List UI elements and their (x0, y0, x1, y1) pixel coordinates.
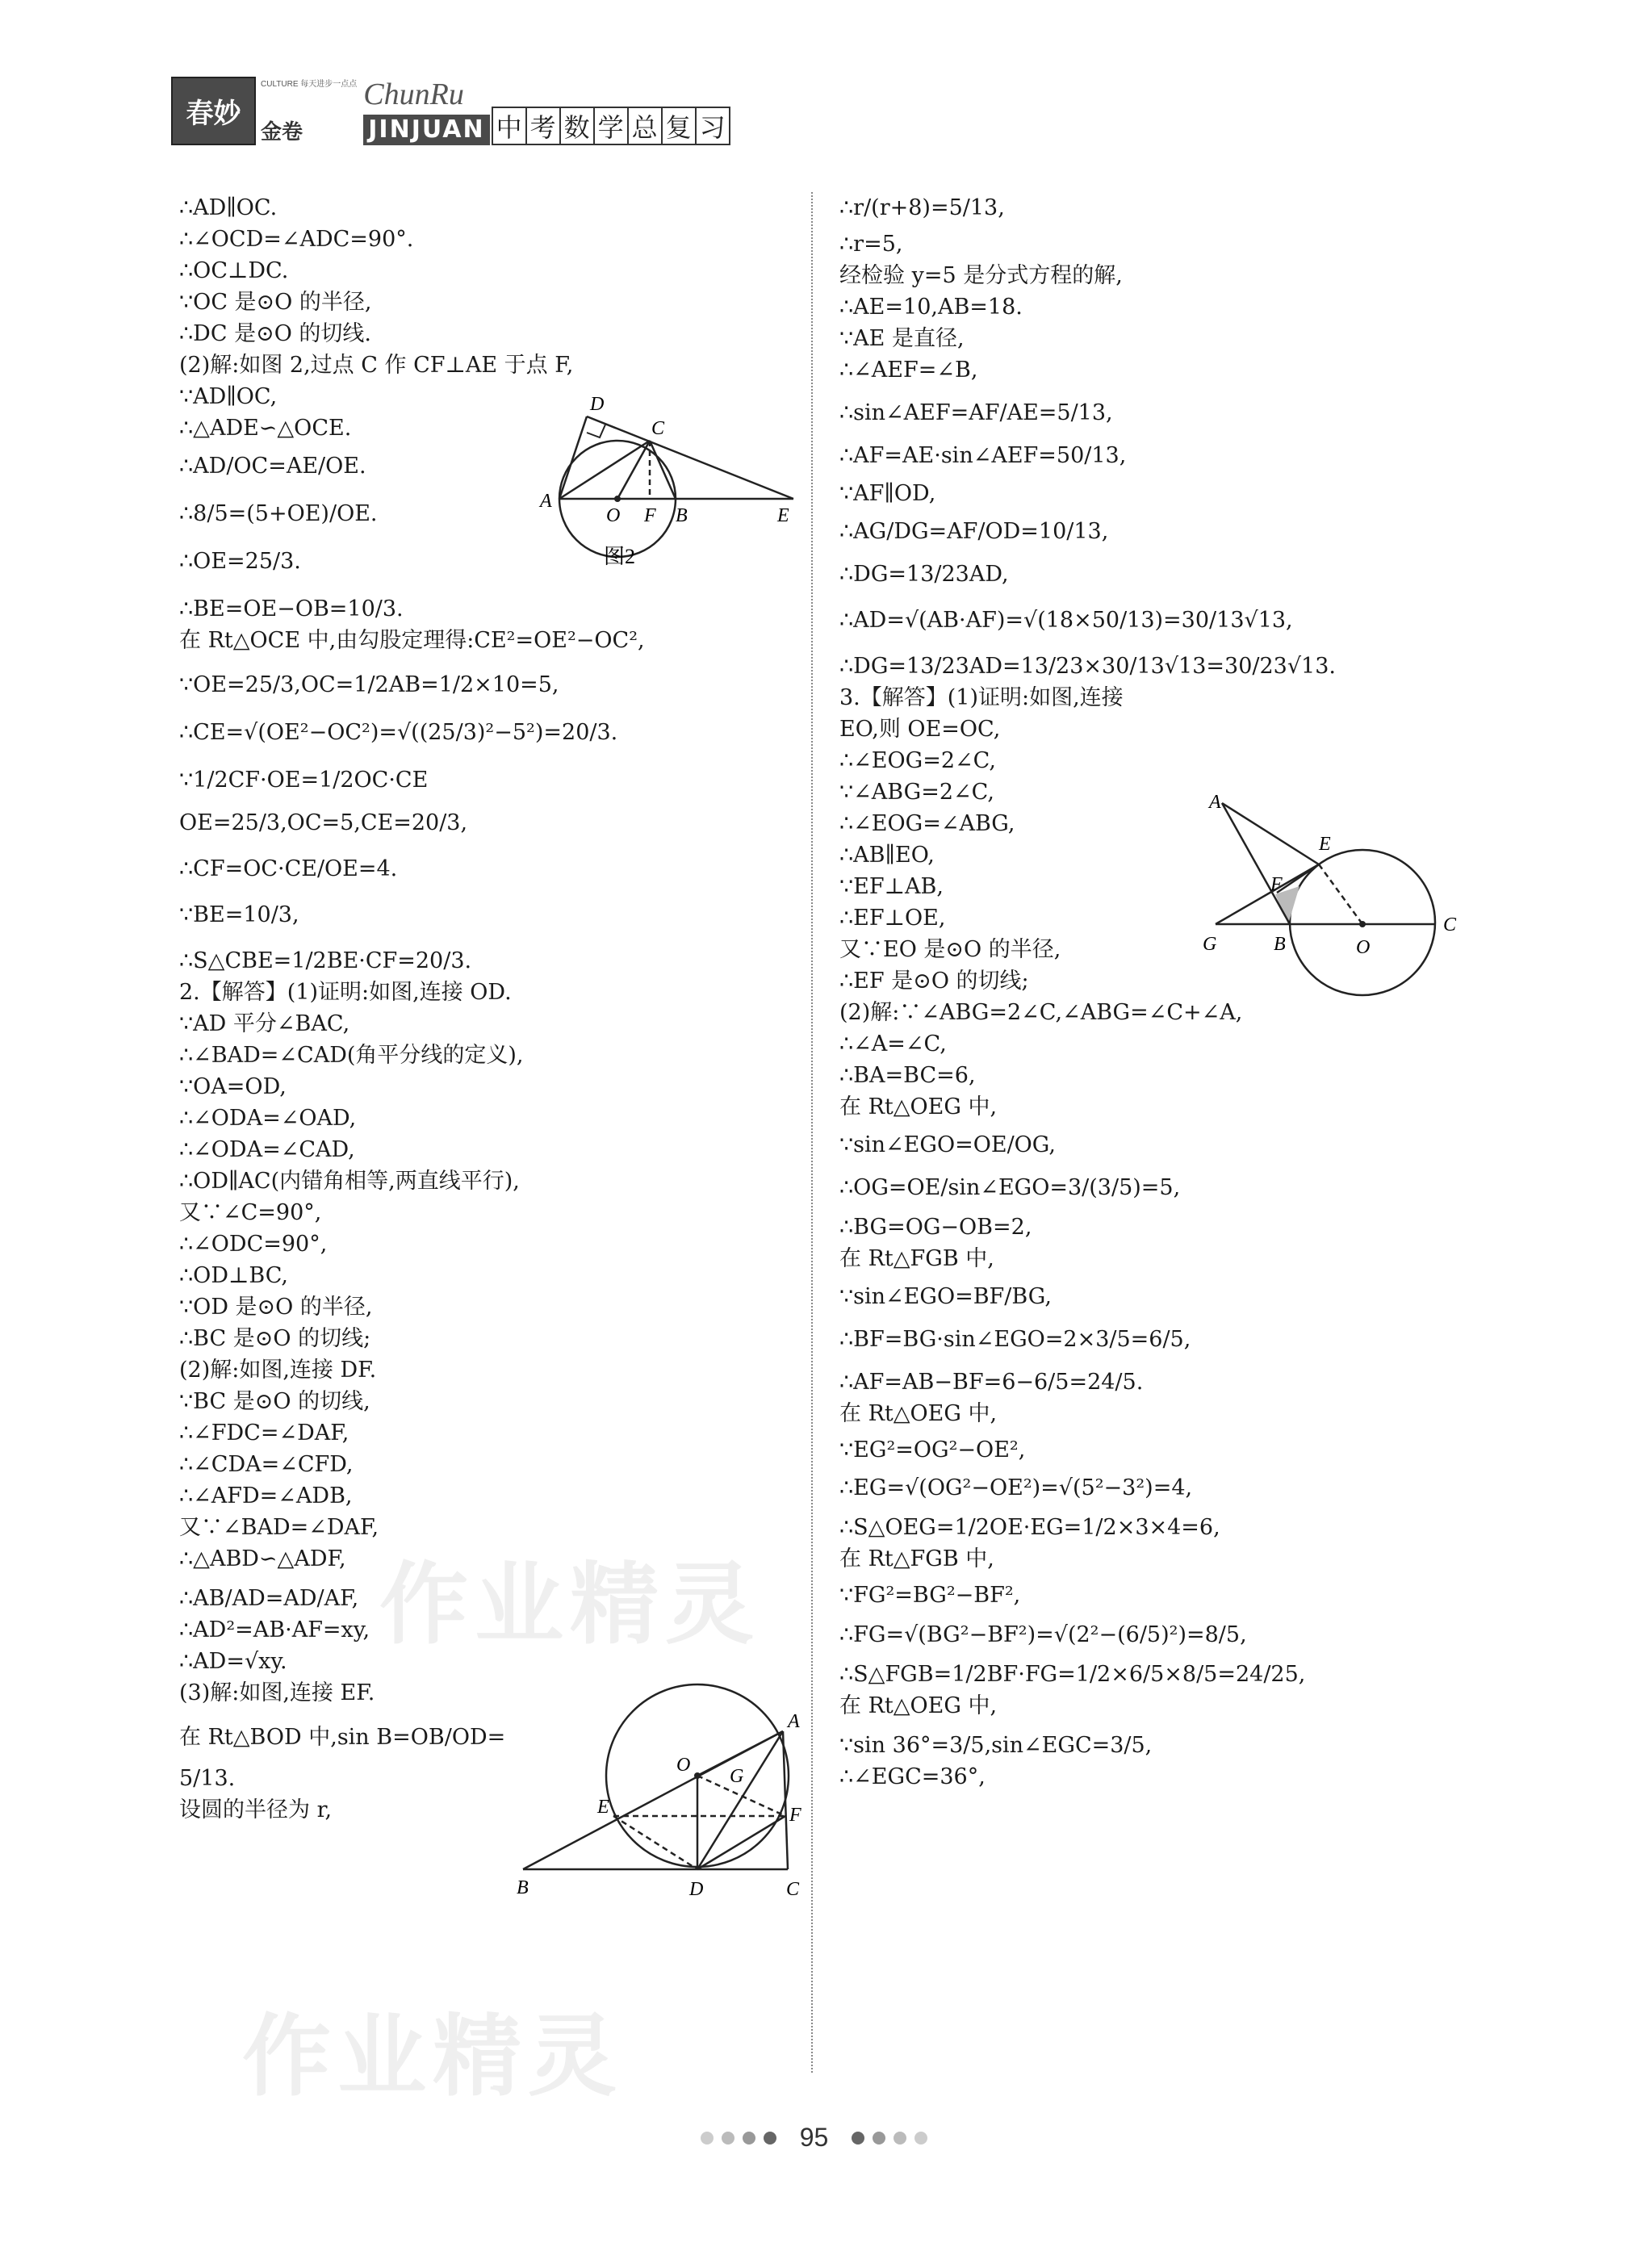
text-line: ∴OD∥AC(内错角相等,两直线平行), (179, 1169, 520, 1194)
point-label-f: F (789, 1805, 801, 1826)
text-line: ∴OG=OE/sin∠EGO=3/(3/5)=5, (839, 1175, 1181, 1200)
text-line: 2.【解答】(1)证明:如图,连接 OD. (179, 980, 512, 1005)
text-line: 在 Rt△OEG 中, (839, 1094, 998, 1119)
point-label-c: C (1443, 914, 1457, 935)
text-line: ∴AD∥OC. (179, 195, 278, 220)
brand-chunru: ChunRu (363, 77, 464, 111)
text-line: 又∵∠BAD=∠DAF, (179, 1515, 379, 1540)
text-line: ∴∠CDA=∠CFD, (179, 1452, 354, 1477)
brand-logo-text: 春妙 (186, 98, 241, 130)
point-label-g: G (730, 1766, 744, 1787)
brand-jinjuan: JINJUAN (363, 115, 489, 145)
text-line: ∵1/2CF·OE=1/2OC·CE (179, 768, 429, 793)
column-divider (811, 192, 813, 2073)
text-line: ∵AD 平分∠BAC, (179, 1011, 350, 1036)
text-line: ∵BE=10/3, (179, 902, 299, 927)
point-label-d: D (590, 394, 605, 415)
text-line: ∵sin 36°=3/5,sin∠EGC=3/5, (839, 1733, 1153, 1758)
text-line: ∴DG=13/23AD=13/23×30/13√13=30/23√13. (839, 654, 1336, 679)
text-line: ∴AD²=AB·AF=xy, (179, 1617, 370, 1642)
text-line: 设圆的半径为 r, (179, 1797, 333, 1822)
text-line: 3.【解答】(1)证明:如图,连接 (839, 685, 1124, 710)
title-char: 中 (492, 107, 527, 145)
point-label-b: B (676, 505, 688, 526)
text-line: ∴r/(r+8)=5/13, (839, 195, 1005, 220)
point-label-e: E (1319, 834, 1331, 855)
text-line: ∴CF=OC·CE/OE=4. (179, 856, 398, 881)
text-line: ∴BG=OG−OB=2, (839, 1215, 1032, 1240)
point-label-o: O (676, 1755, 691, 1776)
text-line: ∵BC 是⊙O 的切线, (179, 1389, 370, 1414)
text-line: 在 Rt△FGB 中, (839, 1246, 994, 1271)
text-line: ∴AE=10,AB=18. (839, 295, 1023, 320)
text-line: ∴∠FDC=∠DAF, (179, 1421, 349, 1446)
title-char: 数 (559, 107, 595, 145)
title-char: 习 (695, 107, 730, 145)
text-line: 又∵∠C=90°, (179, 1200, 322, 1225)
text-line: ∴CE=√(OE²−OC²)=√((25/3)²−5²)=20/3. (179, 720, 618, 745)
text-line: ∴sin∠AEF=AF/AE=5/13, (839, 400, 1113, 425)
book-title (493, 107, 730, 145)
text-line: ∴OC⊥DC. (179, 258, 289, 283)
text-line: EO,则 OE=OC, (839, 717, 1001, 742)
point-label-o: O (1356, 937, 1371, 958)
title-char: 学 (593, 107, 629, 145)
point-label-e: E (597, 1797, 609, 1818)
text-line: ∵OA=OD, (179, 1074, 287, 1099)
text-line: ∴S△OEG=1/2OE·EG=1/2×3×4=6, (839, 1515, 1220, 1540)
text-line: ∴S△FGB=1/2BF·FG=1/2×6/5×8/5=24/25, (839, 1662, 1306, 1687)
point-label-b: B (1274, 934, 1286, 955)
text-line: ∴AB∥EO, (839, 843, 935, 868)
text-line: ∴∠EOG=∠ABG, (839, 811, 1015, 836)
text-line: ∴∠EGC=36°, (839, 1764, 986, 1789)
point-label-b: B (517, 1877, 529, 1898)
text-line: ∴S△CBE=1/2BE·CF=20/3. (179, 948, 472, 973)
figure-3-diagram (1186, 793, 1477, 1003)
text-line: ∵sin∠EGO=OE/OG, (839, 1132, 1056, 1157)
text-line: ∵OC 是⊙O 的半径, (179, 290, 372, 315)
text-line: 在 Rt△OCE 中,由勾股定理得:CE²=OE²−OC², (179, 628, 645, 653)
jinjuan-cn: 金卷 (261, 120, 303, 144)
figure-4 (517, 1671, 807, 1908)
text-line: ∵AD∥OC, (179, 384, 278, 409)
text-line: ∴∠A=∠C, (839, 1031, 947, 1057)
text-line: ∴∠EOG=2∠C, (839, 748, 996, 773)
brand-english (363, 77, 489, 145)
watermark: 作业精灵 (379, 1553, 760, 1656)
figure-2-diagram (529, 386, 803, 596)
text-line: ∴DC 是⊙O 的切线. (179, 321, 371, 346)
text-line: ∴FG=√(BG²−BF²)=√(2²−(6/5)²)=8/5, (839, 1622, 1247, 1647)
brand-logo (171, 77, 256, 145)
point-label-f: F (644, 505, 656, 526)
page-header (171, 77, 730, 145)
text-line: ∴AD/OC=AE/OE. (179, 454, 366, 479)
figure-2 (529, 386, 803, 599)
text-line: 5/13. (179, 1766, 236, 1791)
text-line: (2)解:如图,连接 DF. (179, 1358, 377, 1383)
text-line: ∵FG²=BG²−BF², (839, 1583, 1021, 1608)
text-line: ∵∠ABG=2∠C, (839, 780, 994, 805)
text-line: ∴OE=25/3. (179, 549, 301, 574)
point-label-c: C (651, 418, 665, 439)
text-line: ∵AF∥OD, (839, 481, 936, 506)
text-line: ∴AF=AB−BF=6−6/5=24/5. (839, 1370, 1144, 1395)
text-line: ∴∠ODA=∠CAD, (179, 1137, 355, 1162)
point-label-d: D (689, 1879, 704, 1900)
text-line: (2)解:∵∠ABG=2∠C,∠ABG=∠C+∠A, (839, 1000, 1243, 1025)
title-char: 总 (627, 107, 663, 145)
text-line: ∵sin∠EGO=BF/BG, (839, 1284, 1052, 1309)
figure-3 (1186, 793, 1477, 1006)
text-line: ∴BF=BG·sin∠EGO=2×3/5=6/5, (839, 1327, 1191, 1352)
text-line: ∴OD⊥BC, (179, 1263, 288, 1288)
logo-sub (261, 77, 357, 145)
page-footer (0, 2123, 1628, 2153)
text-line: (2)解:如图 2,过点 C 作 CF⊥AE 于点 F, (179, 353, 574, 378)
title-char: 考 (525, 107, 561, 145)
text-line: ∴DG=13/23AD, (839, 562, 1009, 587)
text-line: ∴∠AFD=∠ADB, (179, 1483, 353, 1509)
point-label-a: A (540, 491, 552, 512)
point-label-a: A (788, 1711, 800, 1732)
point-label-g: G (1203, 934, 1217, 955)
text-line: ∴AD=√xy. (179, 1649, 287, 1674)
text-line: ∴EF⊥OE, (839, 906, 946, 931)
point-label-a: A (1209, 793, 1221, 813)
text-line: 在 Rt△FGB 中, (839, 1546, 994, 1571)
text-line: (3)解:如图,连接 EF. (179, 1680, 375, 1705)
text-line: ∴AG/DG=AF/OD=10/13, (839, 519, 1109, 544)
text-line: ∴AF=AE·sin∠AEF=50/13, (839, 443, 1127, 468)
culture-tagline: CULTURE 每天进步一点点 (261, 80, 358, 89)
text-line: ∴△ADE∽△OCE. (179, 416, 352, 441)
point-label-e: E (777, 505, 789, 526)
text-line: ∵EF⊥AB, (839, 874, 944, 899)
text-line: ∴∠BAD=∠CAD(角平分线的定义), (179, 1043, 524, 1068)
text-line: ∴BA=BC=6, (839, 1063, 976, 1088)
text-line: ∴△ABD∽△ADF, (179, 1546, 346, 1571)
text-line: ∵OE=25/3,OC=1/2AB=1/2×10=5, (179, 672, 559, 697)
text-line: 在 Rt△OEG 中, (839, 1693, 998, 1718)
point-label-o: O (606, 505, 621, 526)
text-line: ∵EG²=OG²−OE², (839, 1437, 1026, 1462)
text-line: ∴AD=√(AB·AF)=√(18×50/13)=30/13√13, (839, 608, 1293, 633)
text-line: 在 Rt△BOD 中,sin B=OB/OD= (179, 1725, 506, 1750)
text-line: ∴EG=√(OG²−OE²)=√(5²−3²)=4, (839, 1475, 1193, 1500)
text-line: 又∵EO 是⊙O 的半径, (839, 937, 1061, 962)
text-line: ∴AB/AD=AD/AF, (179, 1586, 359, 1611)
text-line: 经检验 y=5 是分式方程的解, (839, 263, 1123, 288)
text-line: ∵AE 是直径, (839, 326, 965, 351)
point-label-c: C (786, 1879, 800, 1900)
page-number: 95 (799, 2123, 829, 2152)
watermark: 作业精灵 (242, 2005, 623, 2108)
text-line: ∴8/5=(5+OE)/OE. (179, 501, 378, 526)
text-line: ∴∠OCD=∠ADC=90°. (179, 227, 414, 252)
text-line: ∴r=5, (839, 232, 903, 257)
text-line: ∵OD 是⊙O 的半径, (179, 1295, 373, 1320)
text-line: ∴∠ODC=90°, (179, 1232, 328, 1257)
point-label-f: F (1270, 874, 1283, 895)
text-line: ∴EF 是⊙O 的切线; (839, 969, 1029, 994)
text-line: ∴∠AEF=∠B, (839, 358, 978, 383)
text-line: OE=25/3,OC=5,CE=20/3, (179, 810, 468, 835)
figure-caption: 图2 (604, 545, 636, 568)
text-line: 在 Rt△OEG 中, (839, 1401, 998, 1426)
text-line: ∴BC 是⊙O 的切线; (179, 1326, 371, 1351)
title-char: 复 (661, 107, 697, 145)
figure-4-diagram (517, 1671, 807, 1905)
text-line: ∴∠ODA=∠OAD, (179, 1106, 357, 1131)
text-line: ∴BE=OE−OB=10/3. (179, 596, 404, 621)
